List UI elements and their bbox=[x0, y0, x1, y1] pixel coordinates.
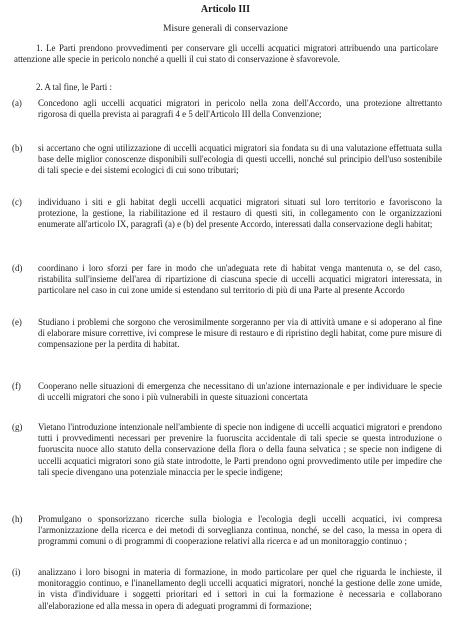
list-item-text: individuano i siti e gli habitat degli uccelli acquatici migratori situati sul loro territorio e favoriscono la protezione, la gestione, la riabilitazione ed il restauro di questi siti, in collegamento con le organizzazioni enumerate all'articolo IX, paragrafi (a) e (b) del presente Accordo, interessati dalla conservazione degli habitat; bbox=[38, 197, 442, 230]
list-item-label: (f) bbox=[12, 381, 21, 391]
list-item-label: (b) bbox=[12, 143, 23, 153]
list-item-label: (e) bbox=[12, 317, 22, 327]
list-item-i bbox=[12, 567, 442, 612]
paragraph-1-text: Le Parti prendono provvedimenti per conservare gli uccelli acquatici migratori attribuendo una particolare attenzione alle specie in pericolo nonché a quelli il cui stato di conservazione è sfavorevole. bbox=[14, 43, 439, 65]
list-item-text: analizzano i loro bisogni in materia di formazione, in modo particolare per quel che riguarda le inchieste, il monitoraggio continuo, e l'inanellamento degli uccelli acquatici migratori, nonché la gestione delle zone umide, in vista d'individuare i soggetti prioritari ed i settori in cui la formazione è necessaria e collaborano all'elaborazione ed alla messa in opera di adeguati programmi di formazione; bbox=[38, 567, 442, 611]
list-item-label: (i) bbox=[12, 567, 21, 577]
list-item-a bbox=[12, 98, 442, 120]
list-item-c bbox=[12, 197, 442, 231]
paragraph-2-number: 2. bbox=[36, 82, 43, 92]
list-item-text: Cooperano nelle situazioni di emergenza che necessitano di un'azione internazionale e per individuare le specie di uccelli migratori che sono i più vulnerabili in queste situazioni concertata bbox=[38, 381, 442, 403]
list-item-e bbox=[12, 317, 442, 351]
paragraph-2-text: A tal fine, le Parti : bbox=[44, 82, 112, 92]
article-subtitle: Misure generali di conservazione bbox=[163, 24, 288, 34]
list-item-label: (c) bbox=[12, 197, 22, 207]
list-item-label: (g) bbox=[12, 422, 23, 432]
list-item-label: (d) bbox=[12, 263, 23, 273]
paragraph-2 bbox=[14, 82, 438, 93]
list-item-b bbox=[12, 143, 442, 177]
paragraph-1-number: 1. bbox=[36, 43, 43, 53]
list-item-text: Studiano i problemi che sorgono che verosimilmente sorgeranno per via di attività umane e si adoperano al fine di elaborare misure correttive, ivi comprese le misure di restauro e di ripristino degli habitat, come pure misure di compensazione per la perdita di habitat. bbox=[38, 317, 442, 350]
list-item-text: Promulgano o sponsorizzano ricerche sulla biologia e l'ecologia degli uccelli acquatici, ivi compresa l'armonizzazione della ricerca e dei metodi di sorveglianza continua, nonché, se del caso, la messa in opera di programmi comuni o di programmi di cooperazione relativi alla ricerca e ad un monitoraggio continuo ; bbox=[38, 514, 442, 547]
list-item-text: si accertano che ogni utilizzazione di uccelli acquatici migratori sia fondata su di una valutazione effettuata sulla base delle miglior conoscenze disponibili sull'ecologia di questi uccelli, nonché sul principio dell'uso sostenibile di tali specie e dei sistemi ecologici di cui sono tributari; bbox=[38, 143, 442, 176]
list-item-g bbox=[12, 422, 442, 478]
list-item-d bbox=[12, 263, 442, 297]
list-item-label: (a) bbox=[12, 98, 22, 108]
list-item-text: Vietano l'introduzione intenzionale nell'ambiente di specie non indigene di uccelli acquatici migratori e prendono tutti i provvedimenti necessari per prevenire la fuoruscita accidentale di tali specie se questa introduzione o fuoruscita nuoce allo statuto della conservazione della flora o della fauna selvatica ; se specie non indigene di uccelli acquatici migratori sono già state introdotte, le Parti prendono ogni provvedimento utile per impedire che tali specie divengano una potenziale minaccia per le specie indigene; bbox=[38, 422, 442, 477]
article-title: Articolo III bbox=[200, 4, 251, 15]
list-item-text: coordinano i loro sforzi per fare in modo che un'adeguata rete di habitat venga mantenuta o, se del caso, ristabilita sull'insieme dell'area di ripartizione di ciascuna specie di uccelli acquatici migratori interessata, in particolare nel caso in cui zone umide si estendano sul territorio di più di una Parte al presente Accordo bbox=[38, 263, 442, 296]
list-item-text: Concedono agli uccelli acquatici migratori in pericolo nella zona dell'Accordo, una protezione altrettanto rigorosa di quella prevista ai paragrafi 4 e 5 dell'Articolo III della Convenzione; bbox=[38, 98, 442, 120]
list-item-h bbox=[12, 514, 442, 548]
list-item-label: (h) bbox=[12, 514, 23, 524]
list-item-f bbox=[12, 381, 442, 403]
paragraph-1 bbox=[14, 43, 438, 65]
